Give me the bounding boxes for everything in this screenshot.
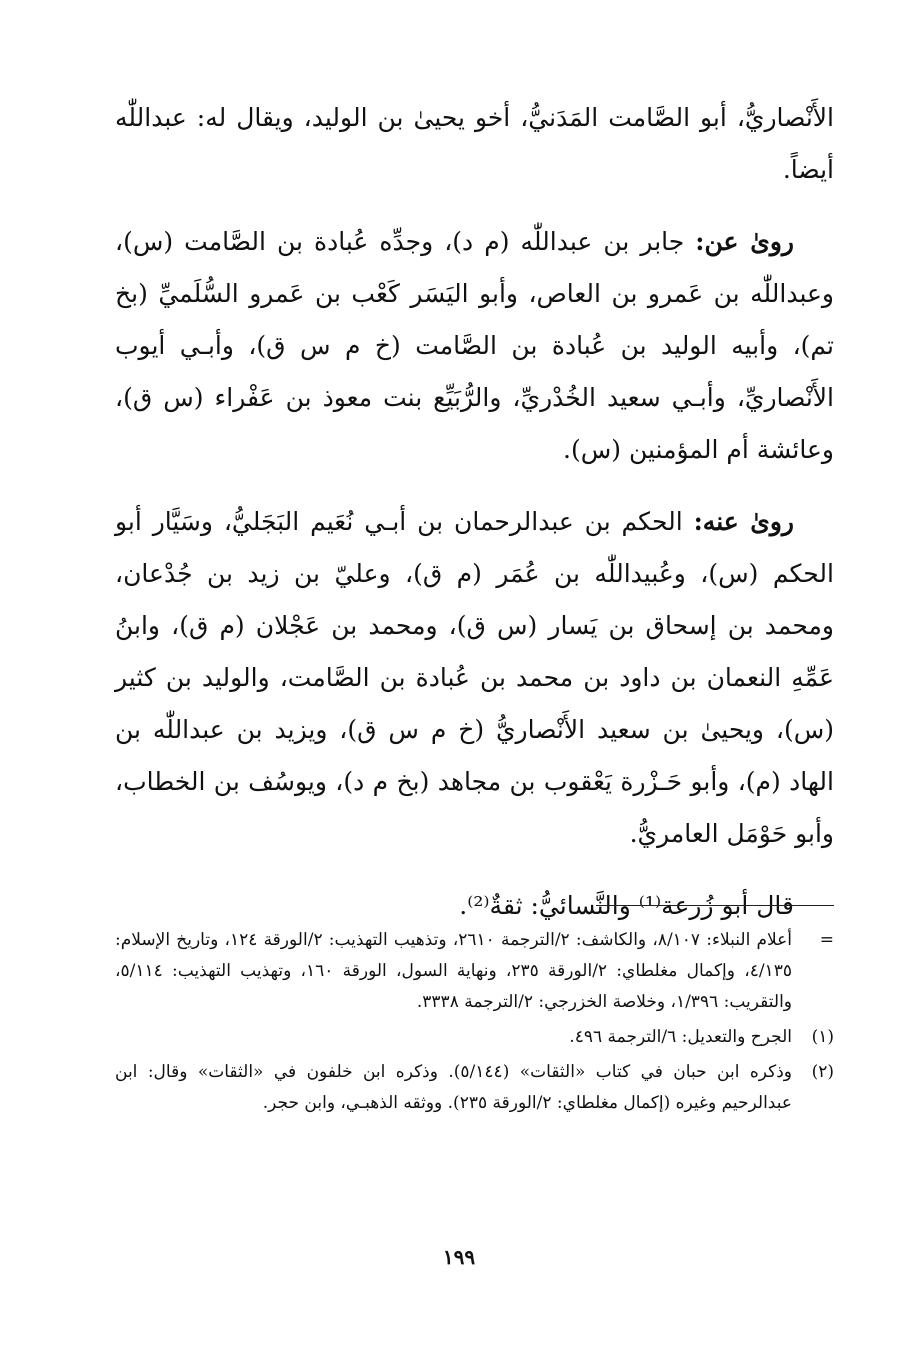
footnote-2 bbox=[115, 1057, 834, 1119]
narrated-from-paragraph bbox=[115, 216, 834, 476]
paragraph-text: قال أبو زُرعة⁽¹⁾ والنَّسائيُّ: ثقةٌ⁽²⁾. bbox=[459, 891, 794, 920]
paragraph-text: الحكم بن عبدالرحمان بن أبـي نُعَيم البَجَليُّ، وسَيَّار أبو الحكم (س)، وعُبيداللّٰه بن عُمَر (م ق)، وعليّ بن زيد بن جُدْعان، ومحمد بن إسحاق بن يَسار (س ق)، ومحمد بن عَجْلان (م ق)، وابنُ عَمِّهِ النعمان بن داود بن محمد بن عُبادة بن الصَّامت، والوليد بن كثير (س)، ويحيىٰ بن سعيد الأَنْصاريُّ (خ م س ق)، ويزيد بن عبداللّٰه بن الهاد (م)، وأبو حَـزْرة يَعْقوب بن مجاهد (بخ م د)، ويوسُف بن الخطاب، وأبو حَوْمَل العامريُّ. bbox=[115, 507, 834, 848]
biography-body bbox=[115, 92, 834, 952]
footnote-text: الجرح والتعديل: ٦/الترجمة ٤٩٦. bbox=[569, 1027, 792, 1047]
page-number: ١٩٩ bbox=[442, 1245, 476, 1269]
narrated-by-paragraph bbox=[115, 496, 834, 860]
entry-opening-paragraph bbox=[115, 92, 834, 196]
footnote-1 bbox=[115, 1022, 834, 1053]
footnote-marker: (١) bbox=[811, 1027, 834, 1047]
footnote-text: وذكره ابن حبان في كتاب «الثقات» (٥/١٤٤). وذكره ابن خلفون في «الثقات» وقال: ابن عبدالرحيم وغيره (إكمال مغلطاي: ٢/الورقة ٢٣٥). ووثقه الذهبـي، وابن حجر. bbox=[115, 1062, 793, 1113]
footnote-continued bbox=[115, 925, 834, 1018]
footnote-separator bbox=[596, 905, 834, 906]
paragraph-text: الأَنْصاريُّ، أبو الصَّامت المَدَنيُّ، أخو يحيىٰ بن الوليد، ويقال له: عبداللّٰه أيضاً. bbox=[115, 103, 834, 184]
footnotes bbox=[115, 925, 834, 1123]
narrated-by-label: روىٰ عنه: bbox=[693, 507, 794, 536]
narrated-from-label: روىٰ عن: bbox=[695, 227, 794, 256]
paragraph-text: جابر بن عبداللّٰه (م د)، وجدِّه عُبادة بن الصَّامت (س)، وعبداللّٰه بن عَمرو بن العاص، وأبو اليَسَر كَعْب بن عَمرو السُّلَميِّ (بخ تم)، وأبيه الوليد بن عُبادة بن الصَّامت (خ م س ق)، وأبـي أيوب الأَنْصاريِّ، وأبـي سعيد الخُدْريِّ، والرُّبَيِّع بنت معوذ بن عَفْراء (س ق)، وعائشة أم المؤمنين (س). bbox=[115, 227, 834, 464]
footnote-marker: = bbox=[819, 930, 834, 950]
footnote-text: أعلام النبلاء: ٨/١٠٧، والكاشف: ٢/الترجمة ٢٦١٠، وتذهيب التهذيب: ٢/الورقة ١٢٤، وتاريخ الإسلام: ٤/١٣٥، وإكمال مغلطاي: ٢/الورقة ٢٣٥، ونهاية السول، الورقة ١٦٠، وتهذيب التهذيب: ٥/١١٤، والتقريب: ١/٣٩٦، وخلاصة الخزرجي: ٢/الترجمة ٣٣٣٨. bbox=[115, 930, 793, 1012]
footnote-marker: (٢) bbox=[811, 1062, 834, 1082]
